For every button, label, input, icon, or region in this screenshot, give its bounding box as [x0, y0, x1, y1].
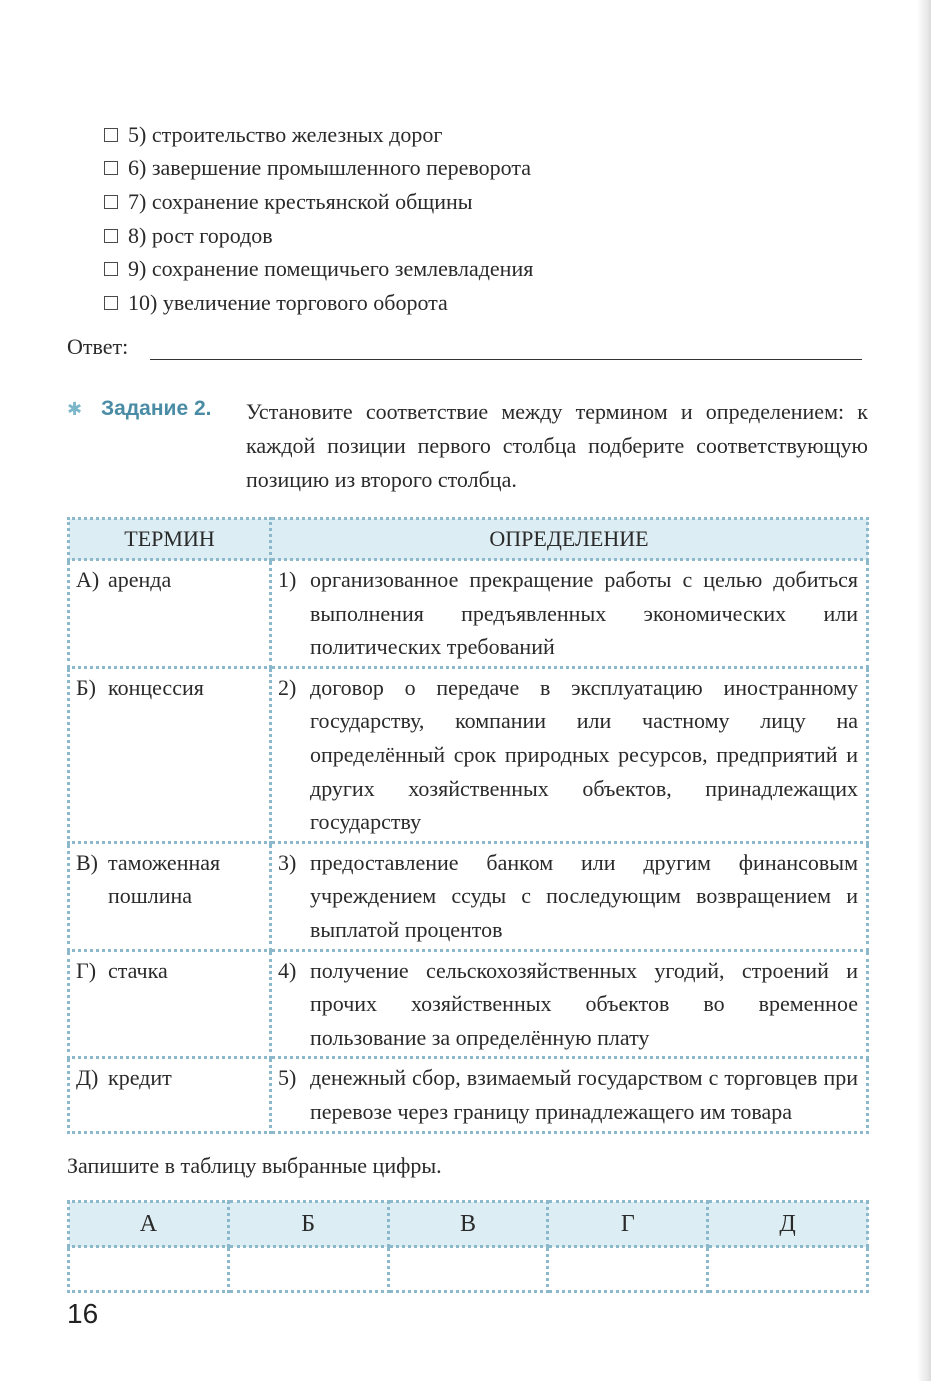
answer-header-a: А [69, 1202, 229, 1247]
task-text: Установите соответствие между термином и определением: к каждой позиции первого столбца подберите соответствующую позицию из второго столбца. [246, 399, 868, 492]
checkbox-icon[interactable] [104, 161, 118, 175]
answer-header-d: Д [708, 1202, 868, 1247]
task-2 [67, 395, 869, 497]
answer-table [67, 1200, 869, 1293]
definition-number: 4) [278, 957, 297, 983]
option-label: 8) рост городов [128, 222, 273, 248]
option-label: 10) увеличение торгового оборота [128, 289, 448, 315]
option-9[interactable] [104, 252, 724, 286]
table-row [69, 950, 868, 1058]
answer-header-v: В [388, 1202, 548, 1247]
star-icon: ✱ [67, 399, 83, 420]
answer-cell-a[interactable] [69, 1247, 229, 1292]
table-row [69, 842, 868, 950]
answer-field[interactable] [150, 335, 862, 360]
table-row [69, 667, 868, 842]
answer-cell-d[interactable] [708, 1247, 868, 1292]
definition-number: 5) [278, 1065, 297, 1091]
answer-label: Ответ: [67, 334, 129, 359]
term-text: концессия [108, 674, 204, 700]
checkbox-icon[interactable] [104, 128, 118, 142]
term-letter: Г) [76, 957, 97, 983]
checkbox-icon[interactable] [104, 229, 118, 243]
definition-number: 1) [278, 567, 297, 592]
answer-header-g: Г [548, 1202, 708, 1247]
term-text: стачка [108, 957, 168, 983]
page-number: 16 [67, 1298, 99, 1329]
option-label: 6) завершение промышленного переворота [128, 155, 531, 181]
definition-text: денежный сбор, взимаемый государством с торговцев при перевозе через границу принадлежащего им товара [310, 1065, 858, 1124]
table-row [69, 1058, 868, 1132]
definition-number: 3) [278, 849, 297, 875]
answer-cell-b[interactable] [228, 1247, 388, 1292]
term-letter: А) [76, 567, 100, 592]
task-label: Задание 2. [101, 397, 212, 420]
checkbox-icon[interactable] [104, 296, 118, 310]
option-6[interactable] [104, 152, 724, 186]
checkbox-icon[interactable] [104, 262, 118, 276]
term-text: аренда [108, 567, 172, 592]
option-10[interactable] [104, 286, 724, 320]
answer-header-b: Б [228, 1202, 388, 1247]
option-label: 9) сохранение помещичьего землевладения [128, 256, 534, 282]
option-7[interactable] [104, 185, 724, 219]
options-list [104, 118, 724, 320]
option-label: 5) строительство железных дорог [128, 121, 443, 147]
definition-text: получение сельскохозяйственных угодий, строений и прочих хозяйственных объектов во временное пользование за определённую плату [310, 957, 858, 1050]
checkbox-icon[interactable] [104, 195, 118, 209]
answer-row [67, 334, 862, 360]
matching-table [67, 517, 869, 1134]
answer-cell-g[interactable] [548, 1247, 708, 1292]
term-text: кредит [108, 1065, 172, 1091]
definition-header: ОПРЕДЕЛЕНИЕ [271, 519, 868, 560]
definition-text: предоставление банком или другим финансовым учреждением ссуды с последующим возвращением и выплатой процентов [310, 849, 858, 942]
term-text: таможенная пошлина [108, 849, 221, 909]
term-header: ТЕРМИН [69, 519, 271, 560]
answer-cell-v[interactable] [388, 1247, 548, 1292]
table-row [69, 560, 868, 668]
option-8[interactable] [104, 219, 724, 253]
write-instruction: Запишите в таблицу выбранные цифры. [67, 1153, 442, 1178]
term-letter: В) [76, 849, 98, 875]
option-5[interactable] [104, 118, 724, 152]
definition-text: договор о передаче в эксплуатацию иностранному государству, компании или частному лицу на определённый срок природных ресурсов, предприятий и других хозяйственных объектов, принадлежащих государству [310, 674, 858, 835]
definition-text: организованное прекращение работы с целью добиться выполнения предъявленных экономических или политических требований [310, 567, 858, 660]
option-label: 7) сохранение крестьянской общины [128, 188, 473, 214]
term-letter: Д) [76, 1065, 99, 1091]
definition-number: 2) [278, 674, 297, 700]
page-edge-shadow [917, 0, 931, 1381]
term-letter: Б) [76, 674, 96, 700]
